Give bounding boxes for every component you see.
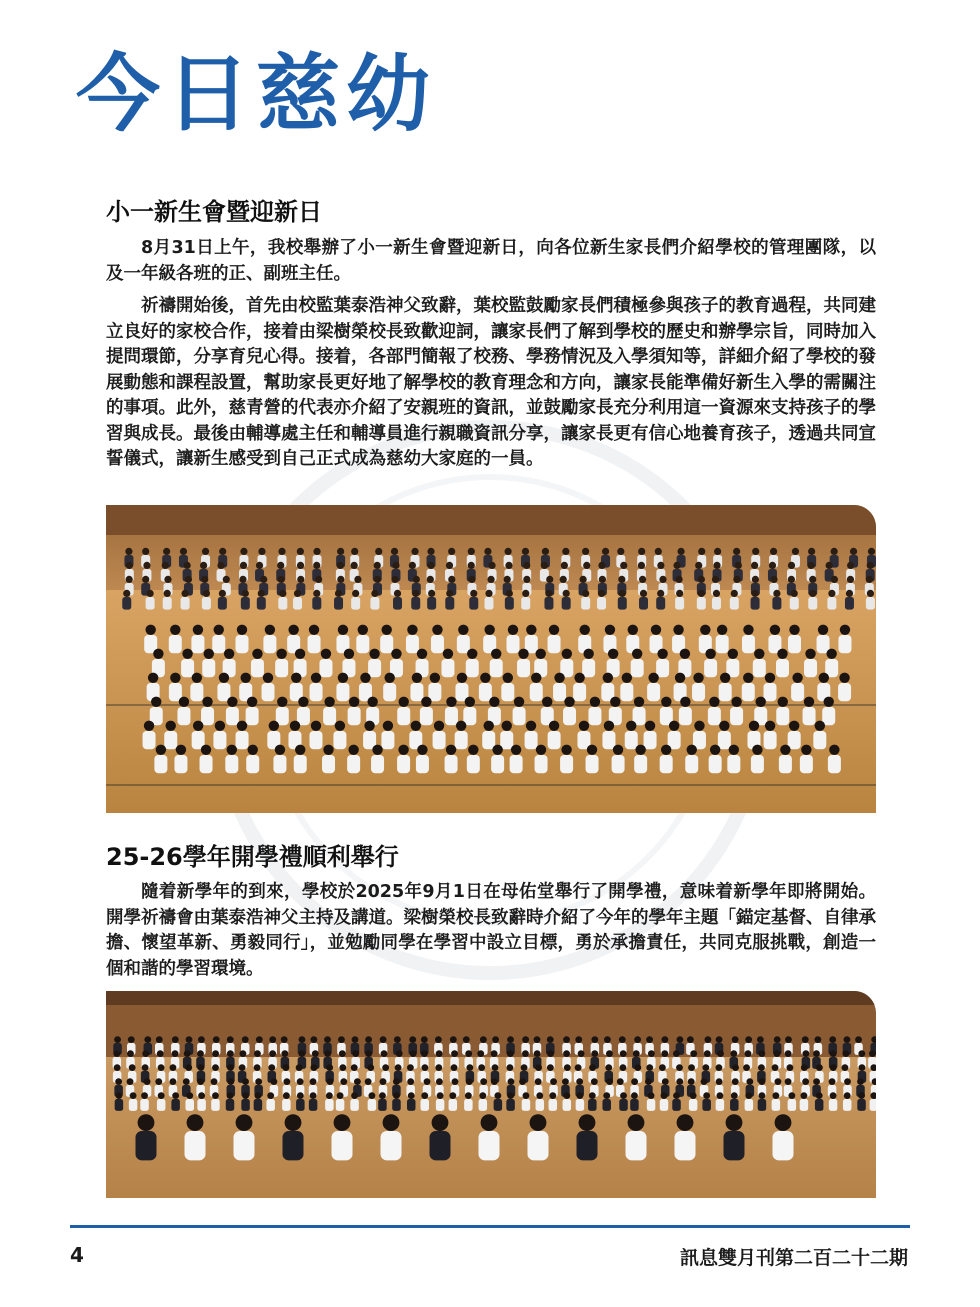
orientation-paragraph-1: 8月31日上午，我校舉辦了小一新生會暨迎新日，向各位新生家長們介紹學校的管理團隊，以及一年級各班的正、副班主任。 <box>106 238 876 284</box>
orientation-group-photo <box>106 505 876 813</box>
orientation-photo-illustration <box>106 505 876 813</box>
section-heading-opening-ceremony: 25-26學年開學禮順利舉行 <box>106 843 399 871</box>
footer-rule <box>70 1225 910 1228</box>
orientation-paragraph-2: 祈禱開始後，首先由校監葉泰浩神父致辭，葉校監鼓勵家長們積極參與孩子的教育過程，共同建立良好的家校合作，接着由梁樹榮校長致歡迎詞，讓家長們了解到學校的歷史和辦學宗旨，同時加入提問環節，分享育兒心得。接着，各部門簡報了校務、學務情況及入學須知等，詳細介紹了學校的發展動態和課程設置，幫助家長更好地了解學校的教育理念和方向，讓家長能準備好新生入學的需關注的事項。此外，慈青營的代表亦介紹了安親班的資訊，並鼓勵家長充分利用這一資源來支持孩子的學習與成長。最後由輔導處主任和輔導員進行親職資訊分享，讓家長更有信心地養育孩子，透過共同宣誓儀式，讓新生感受到自己正式成為慈幼大家庭的一員。 <box>106 296 876 469</box>
publication-name: 訊息雙月刊第二百二十二期 <box>679 1247 908 1269</box>
opening-photo-illustration <box>106 991 876 1198</box>
section-heading-orientation: 小一新生會暨迎新日 <box>106 198 322 226</box>
page-number: 4 <box>70 1243 84 1267</box>
page-title: 今日慈幼 <box>76 44 437 143</box>
opening-ceremony-photo <box>106 991 876 1198</box>
opening-ceremony-paragraph: 隨着新學年的到來，學校於2025年9月1日在母佑堂舉行了開學禮，意味着新學年即將開始。開學祈禱會由葉泰浩神父主持及講道。梁樹榮校長致辭時介紹了今年的學年主題「錨定基督、自律承擔、懷望革新、勇毅同行」，並勉勵同學在學習中設立目標，勇於承擔責任，共同克服挑戰，創造一個和諧的學習環境。 <box>106 882 876 979</box>
